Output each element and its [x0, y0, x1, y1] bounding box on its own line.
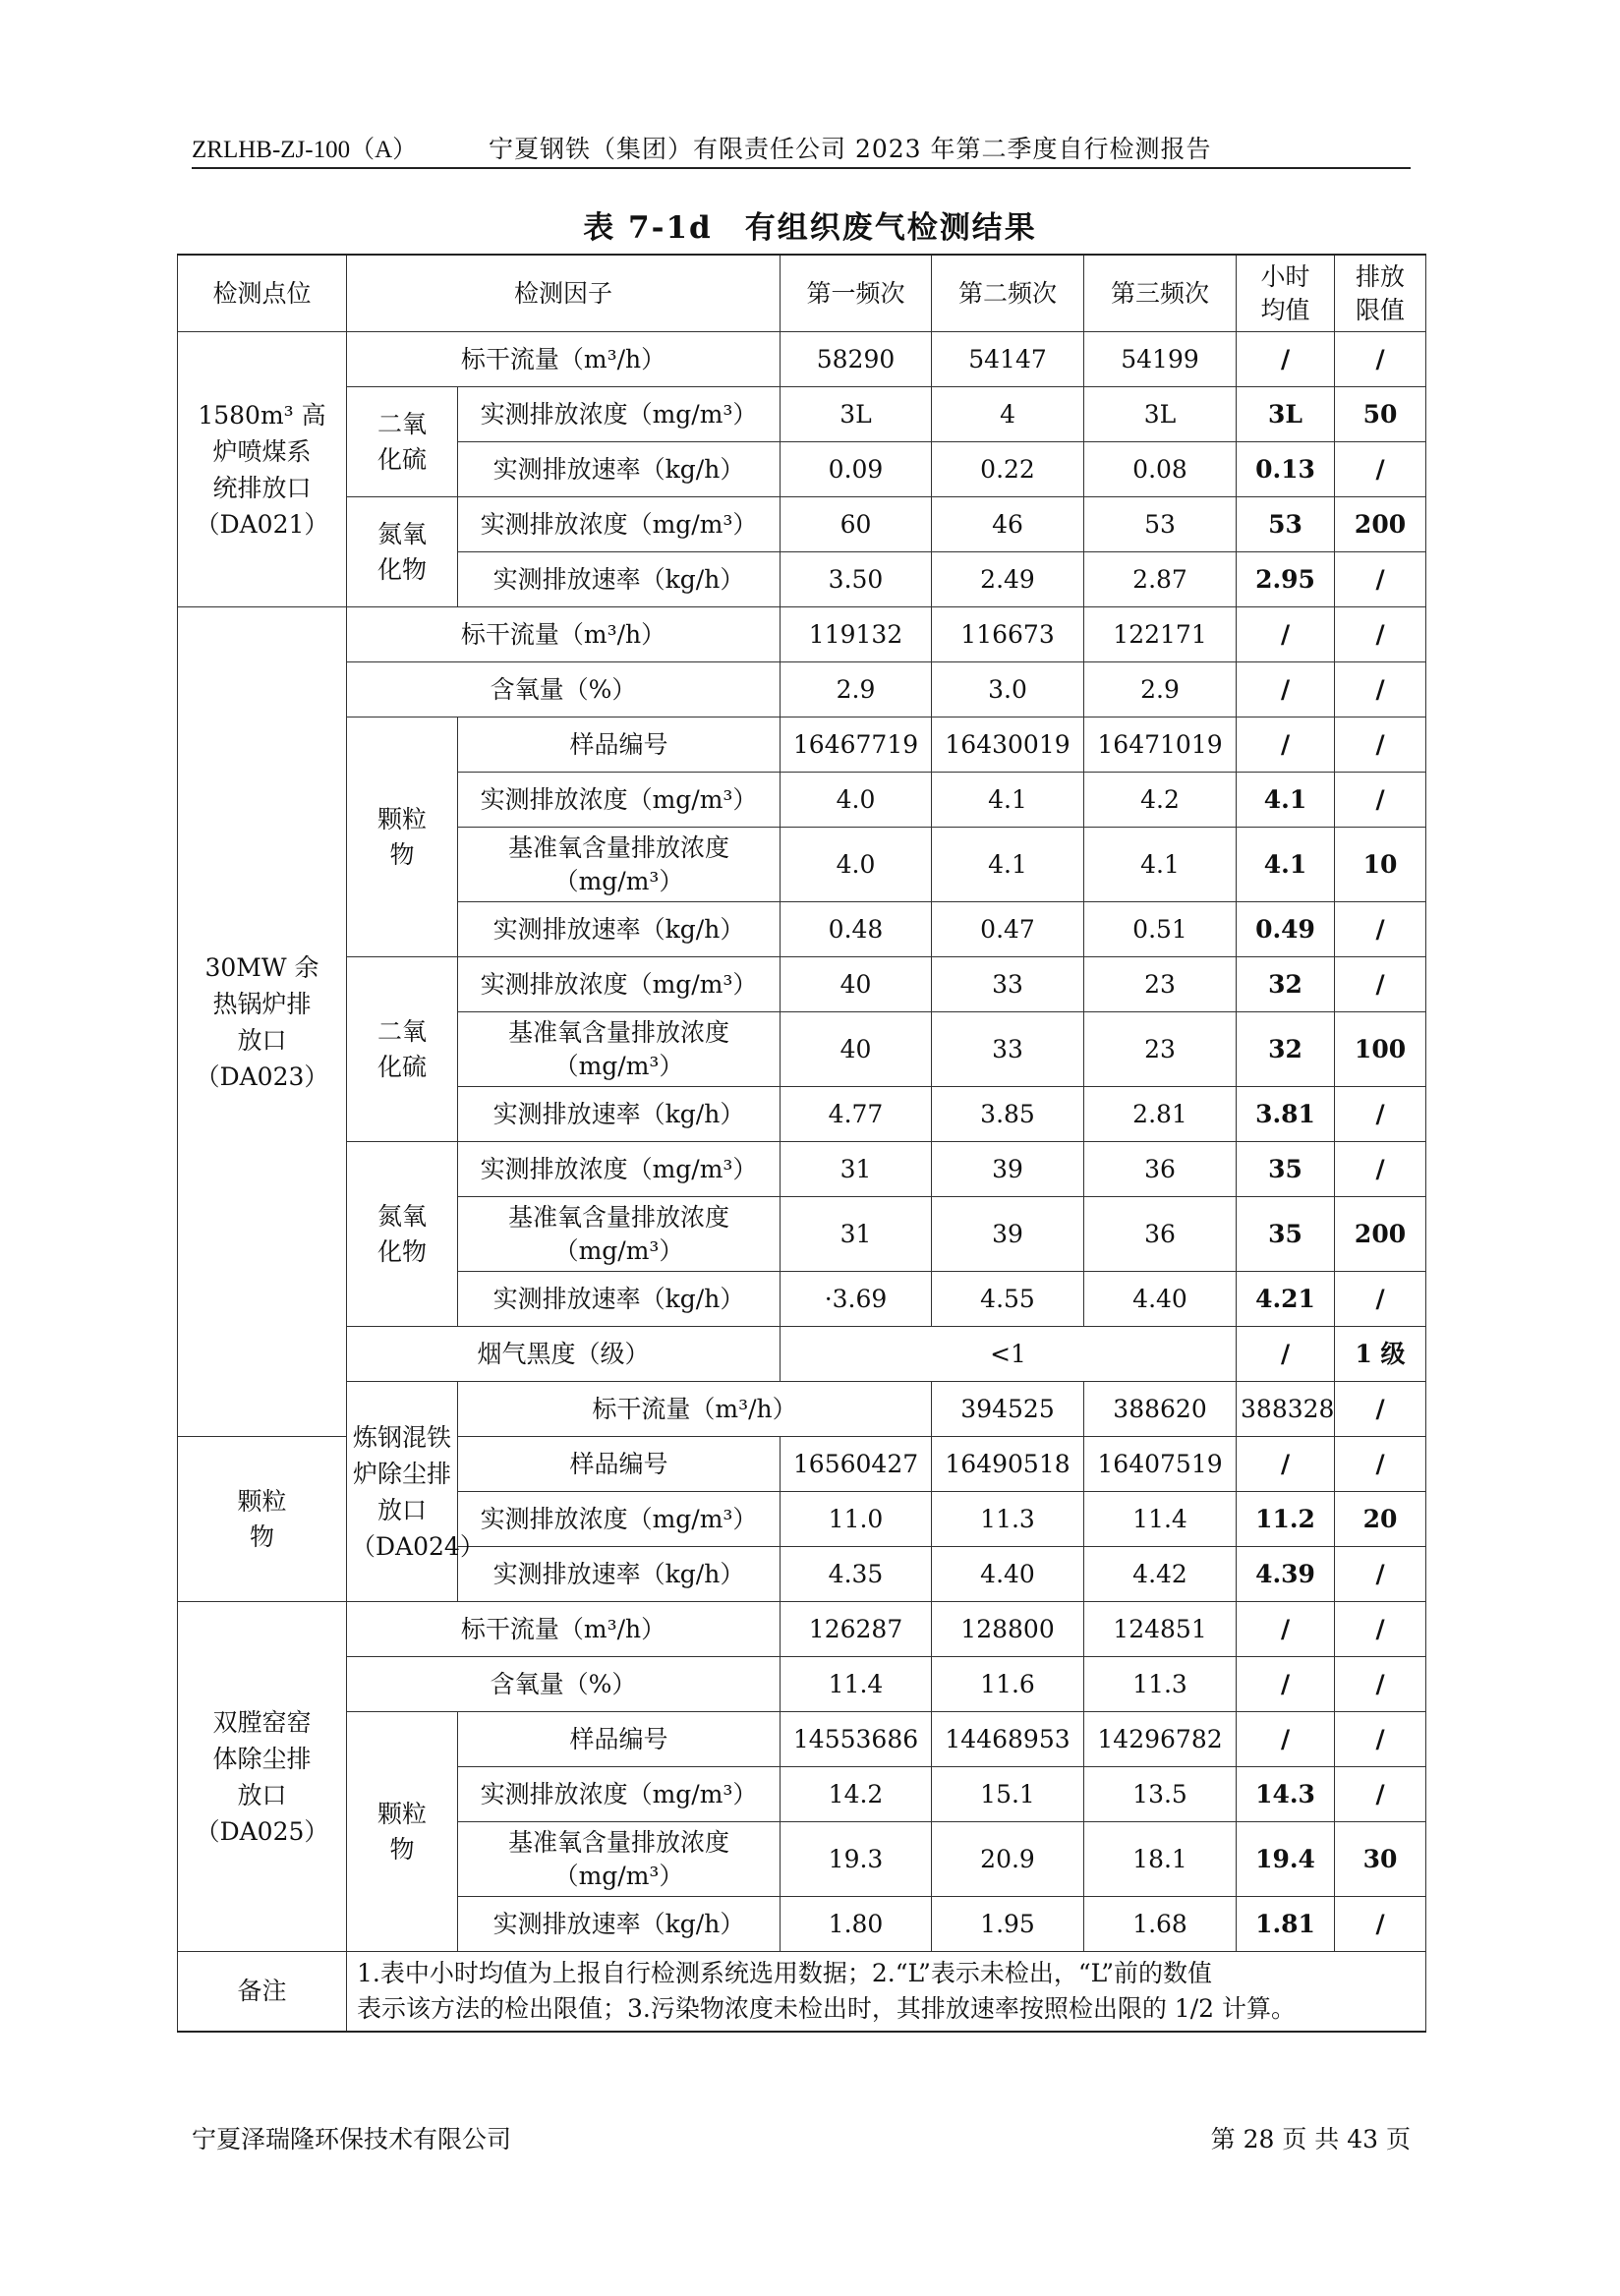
value-cell: 200	[1335, 497, 1426, 552]
value-cell: 13.5	[1084, 1767, 1237, 1822]
value-cell: 4.1	[932, 773, 1084, 828]
value-cell: /	[1237, 1602, 1335, 1657]
location-da021: 1580m³ 高 炉喷煤系 统排放口 （DA021）	[178, 332, 347, 607]
factor-label: 样品编号	[458, 1437, 781, 1492]
group-pm: 颗粒 物	[347, 1712, 458, 1952]
value-cell: /	[1237, 607, 1335, 662]
value-cell: /	[1237, 662, 1335, 718]
value-cell: 14.2	[781, 1767, 932, 1822]
value-cell: 11.4	[781, 1657, 932, 1712]
value-cell: 2.9	[781, 662, 932, 718]
location-da024: 炼钢混铁 炉除尘排 放口 （DA024）	[347, 1382, 458, 1602]
table-row	[178, 718, 1426, 773]
value-cell: 1.80	[781, 1897, 932, 1952]
value-cell: 0.09	[781, 442, 932, 497]
table-caption: 表 7-1d 有组织废气检测结果	[583, 210, 1037, 246]
value-cell: 14296782	[1084, 1712, 1237, 1767]
value-cell: 20.9	[932, 1822, 1084, 1897]
value-cell: 100	[1335, 1012, 1426, 1087]
header-f2: 第二频次	[932, 255, 1084, 332]
value-cell: /	[1335, 442, 1426, 497]
factor-label: 实测排放浓度（mg/m³）	[458, 1492, 781, 1547]
value-cell: 0.49	[1237, 902, 1335, 957]
group-nox: 氮氧 化物	[347, 497, 458, 607]
value-cell: 4.55	[932, 1272, 1084, 1327]
value-cell: /	[1335, 552, 1426, 607]
value-cell: 4.1	[932, 828, 1084, 902]
value-cell: 4	[932, 387, 1084, 442]
value-cell: 0.51	[1084, 902, 1237, 957]
group-nox: 氮氧 化物	[347, 1142, 458, 1327]
table-row	[178, 1602, 1426, 1657]
value-cell: /	[1335, 1087, 1426, 1142]
value-cell: 16490518	[932, 1437, 1084, 1492]
value-cell: /	[1237, 1712, 1335, 1767]
group-so2: 二氧 化硫	[347, 387, 458, 497]
location-da025: 双膛窑窑 体除尘排 放口 （DA025）	[178, 1602, 347, 1952]
value-cell: /	[1335, 662, 1426, 718]
value-cell: 1 级	[1335, 1327, 1426, 1382]
factor-label: 基准氧含量排放浓度 （mg/m³）	[458, 828, 781, 902]
value-cell: /	[1335, 1897, 1426, 1952]
value-cell: 23	[1084, 957, 1237, 1012]
factor-label: 实测排放速率（kg/h）	[458, 552, 781, 607]
factor-label: 实测排放浓度（mg/m³）	[458, 497, 781, 552]
value-cell: 11.0	[781, 1492, 932, 1547]
value-cell: 0.48	[781, 902, 932, 957]
factor-label: 基准氧含量排放浓度 （mg/m³）	[458, 1822, 781, 1897]
value-cell: 3L	[781, 387, 932, 442]
document-code: ZRLHB-ZJ-100（A）	[192, 137, 418, 163]
table-row	[178, 497, 1426, 552]
table-row	[178, 662, 1426, 718]
factor-label: 基准氧含量排放浓度 （mg/m³）	[458, 1012, 781, 1087]
value-cell: /	[1335, 1657, 1426, 1712]
value-cell: 4.77	[781, 1087, 932, 1142]
value-cell: 40	[781, 1012, 932, 1087]
value-cell: 4.39	[1237, 1547, 1335, 1602]
value-cell: 33	[932, 1012, 1084, 1087]
value-cell: 388328	[1237, 1382, 1335, 1437]
value-cell: 4.40	[1084, 1272, 1237, 1327]
value-cell: /	[1335, 1602, 1426, 1657]
value-cell: <1	[781, 1327, 1237, 1382]
value-cell: /	[1237, 1327, 1335, 1382]
value-cell: 2.9	[1084, 662, 1237, 718]
factor-label: 实测排放速率（kg/h）	[458, 1087, 781, 1142]
value-cell: 4.1	[1237, 773, 1335, 828]
value-cell: 3.81	[1237, 1087, 1335, 1142]
value-cell: 16560427	[781, 1437, 932, 1492]
factor-label: 烟气黑度（级）	[347, 1327, 781, 1382]
value-cell: /	[1335, 1272, 1426, 1327]
value-cell: 0.08	[1084, 442, 1237, 497]
factor-label: 实测排放浓度（mg/m³）	[458, 773, 781, 828]
value-cell: /	[1237, 1437, 1335, 1492]
factor-label: 标干流量（m³/h）	[347, 332, 781, 387]
value-cell: 16471019	[1084, 718, 1237, 773]
header-f3: 第三频次	[1084, 255, 1237, 332]
factor-label: 实测排放速率（kg/h）	[458, 1897, 781, 1952]
remark-row	[178, 1952, 1426, 2033]
value-cell: 116673	[932, 607, 1084, 662]
value-cell: 36	[1084, 1197, 1237, 1272]
value-cell: 4.1	[1237, 828, 1335, 902]
factor-label: 实测排放速率（kg/h）	[458, 1547, 781, 1602]
value-cell: 2.87	[1084, 552, 1237, 607]
header-point: 检测点位	[178, 255, 347, 332]
value-cell: 11.3	[1084, 1657, 1237, 1712]
group-pm: 颗粒 物	[347, 718, 458, 957]
value-cell: 0.22	[932, 442, 1084, 497]
value-cell: 53	[1237, 497, 1335, 552]
value-cell: 200	[1335, 1197, 1426, 1272]
factor-label: 实测排放浓度（mg/m³）	[458, 957, 781, 1012]
value-cell: /	[1335, 957, 1426, 1012]
value-cell: 10	[1335, 828, 1426, 902]
factor-label: 含氧量（%）	[347, 1657, 781, 1712]
factor-label: 实测排放浓度（mg/m³）	[458, 387, 781, 442]
factor-label: 标干流量（m³/h）	[458, 1382, 932, 1437]
factor-label: 样品编号	[458, 1712, 781, 1767]
value-cell: 3.85	[932, 1087, 1084, 1142]
remark-text: 1.表中小时均值为上报自行检测系统选用数据；2.“L”表示未检出，“L”前的数值 表示该方法的检出限值；3.污染物浓度未检出时，其排放速率按照检出限的 1/2 计算。	[347, 1952, 1426, 2033]
value-cell: /	[1335, 773, 1426, 828]
header-factor: 检测因子	[347, 255, 781, 332]
value-cell: 50	[1335, 387, 1426, 442]
value-cell: 60	[781, 497, 932, 552]
value-cell: 1.68	[1084, 1897, 1237, 1952]
value-cell: 32	[1237, 957, 1335, 1012]
value-cell: 4.21	[1237, 1272, 1335, 1327]
value-cell: 31	[781, 1142, 932, 1197]
value-cell: 11.4	[1084, 1492, 1237, 1547]
value-cell: /	[1335, 1437, 1426, 1492]
value-cell: /	[1335, 902, 1426, 957]
value-cell: 2.49	[932, 552, 1084, 607]
value-cell: 4.1	[1084, 828, 1237, 902]
value-cell: 11.2	[1237, 1492, 1335, 1547]
table-row	[178, 1382, 1426, 1437]
value-cell: 1.81	[1237, 1897, 1335, 1952]
factor-label: 样品编号	[458, 718, 781, 773]
factor-label: 基准氧含量排放浓度 （mg/m³）	[458, 1197, 781, 1272]
value-cell: 39	[932, 1197, 1084, 1272]
value-cell: 35	[1237, 1142, 1335, 1197]
value-cell: 39	[932, 1142, 1084, 1197]
value-cell: 4.42	[1084, 1547, 1237, 1602]
location-da023: 30MW 余 热锅炉排 放口 （DA023）	[178, 607, 347, 1437]
value-cell: 32	[1237, 1012, 1335, 1087]
value-cell: 16430019	[932, 718, 1084, 773]
value-cell: 388620	[1084, 1382, 1237, 1437]
results-table	[177, 254, 1426, 2033]
value-cell: /	[1335, 718, 1426, 773]
value-cell: 122171	[1084, 607, 1237, 662]
factor-label: 含氧量（%）	[347, 662, 781, 718]
value-cell: /	[1237, 1657, 1335, 1712]
value-cell: /	[1335, 1142, 1426, 1197]
footer-company: 宁夏泽瑞隆环保技术有限公司	[192, 2125, 512, 2153]
value-cell: 16407519	[1084, 1437, 1237, 1492]
value-cell: 2.81	[1084, 1087, 1237, 1142]
group-so2: 二氧 化硫	[347, 957, 458, 1142]
value-cell: 0.47	[932, 902, 1084, 957]
factor-label: 标干流量（m³/h）	[347, 1602, 781, 1657]
remark-label: 备注	[178, 1952, 347, 2033]
value-cell: 54147	[932, 332, 1084, 387]
table-row	[178, 957, 1426, 1012]
page-header	[192, 126, 1411, 167]
value-cell: 3L	[1237, 387, 1335, 442]
value-cell: /	[1335, 1547, 1426, 1602]
value-cell: 14553686	[781, 1712, 932, 1767]
value-cell: 11.6	[932, 1657, 1084, 1712]
value-cell: 19.4	[1237, 1822, 1335, 1897]
value-cell: 0.13	[1237, 442, 1335, 497]
table-header-row	[178, 255, 1426, 332]
table-row	[178, 607, 1426, 662]
table-row	[178, 1327, 1426, 1382]
header-divider	[192, 167, 1411, 169]
header-limit: 排放 限值	[1335, 255, 1426, 332]
factor-label: 实测排放速率（kg/h）	[458, 1272, 781, 1327]
value-cell: 15.1	[932, 1767, 1084, 1822]
value-cell: /	[1335, 1382, 1426, 1437]
value-cell: /	[1335, 607, 1426, 662]
value-cell: 46	[932, 497, 1084, 552]
value-cell: /	[1335, 1767, 1426, 1822]
value-cell: /	[1335, 332, 1426, 387]
factor-label: 实测排放速率（kg/h）	[458, 442, 781, 497]
value-cell: /	[1237, 332, 1335, 387]
value-cell: 33	[932, 957, 1084, 1012]
value-cell: 128800	[932, 1602, 1084, 1657]
value-cell: 4.40	[932, 1547, 1084, 1602]
factor-label: 实测排放浓度（mg/m³）	[458, 1767, 781, 1822]
factor-label: 实测排放浓度（mg/m³）	[458, 1142, 781, 1197]
value-cell: /	[1335, 1712, 1426, 1767]
value-cell: 126287	[781, 1602, 932, 1657]
table-row	[178, 332, 1426, 387]
factor-label: 标干流量（m³/h）	[347, 607, 781, 662]
value-cell: 20	[1335, 1492, 1426, 1547]
value-cell: 394525	[932, 1382, 1084, 1437]
value-cell: 4.35	[781, 1547, 932, 1602]
value-cell: 31	[781, 1197, 932, 1272]
value-cell: 53	[1084, 497, 1237, 552]
report-title: 宁夏钢铁（集团）有限责任公司 2023 年第二季度自行检测报告	[489, 135, 1212, 163]
value-cell: 3.50	[781, 552, 932, 607]
value-cell: 18.1	[1084, 1822, 1237, 1897]
value-cell: 35	[1237, 1197, 1335, 1272]
value-cell: 58290	[781, 332, 932, 387]
value-cell: /	[1237, 718, 1335, 773]
value-cell: 4.2	[1084, 773, 1237, 828]
table-row	[178, 1142, 1426, 1197]
value-cell: 11.3	[932, 1492, 1084, 1547]
value-cell: 4.0	[781, 828, 932, 902]
value-cell: 2.95	[1237, 552, 1335, 607]
value-cell: 40	[781, 957, 932, 1012]
value-cell: 30	[1335, 1822, 1426, 1897]
value-cell: 3L	[1084, 387, 1237, 442]
value-cell: 14468953	[932, 1712, 1084, 1767]
page-number: 第 28 页 共 43 页	[1210, 2125, 1411, 2153]
value-cell: 23	[1084, 1012, 1237, 1087]
value-cell: 1.95	[932, 1897, 1084, 1952]
value-cell: 3.0	[932, 662, 1084, 718]
table-row	[178, 1712, 1426, 1767]
header-hour-avg: 小时 均值	[1237, 255, 1335, 332]
value-cell: 16467719	[781, 718, 932, 773]
value-cell: 14.3	[1237, 1767, 1335, 1822]
value-cell: 19.3	[781, 1822, 932, 1897]
header-f1: 第一频次	[781, 255, 932, 332]
value-cell: 4.0	[781, 773, 932, 828]
factor-label: 实测排放速率（kg/h）	[458, 902, 781, 957]
value-cell: 54199	[1084, 332, 1237, 387]
group-pm: 颗粒 物	[178, 1437, 347, 1602]
value-cell: 124851	[1084, 1602, 1237, 1657]
value-cell: 119132	[781, 607, 932, 662]
value-cell: 36	[1084, 1142, 1237, 1197]
table-row	[178, 1657, 1426, 1712]
table-row	[178, 387, 1426, 442]
value-cell: ·3.69	[781, 1272, 932, 1327]
